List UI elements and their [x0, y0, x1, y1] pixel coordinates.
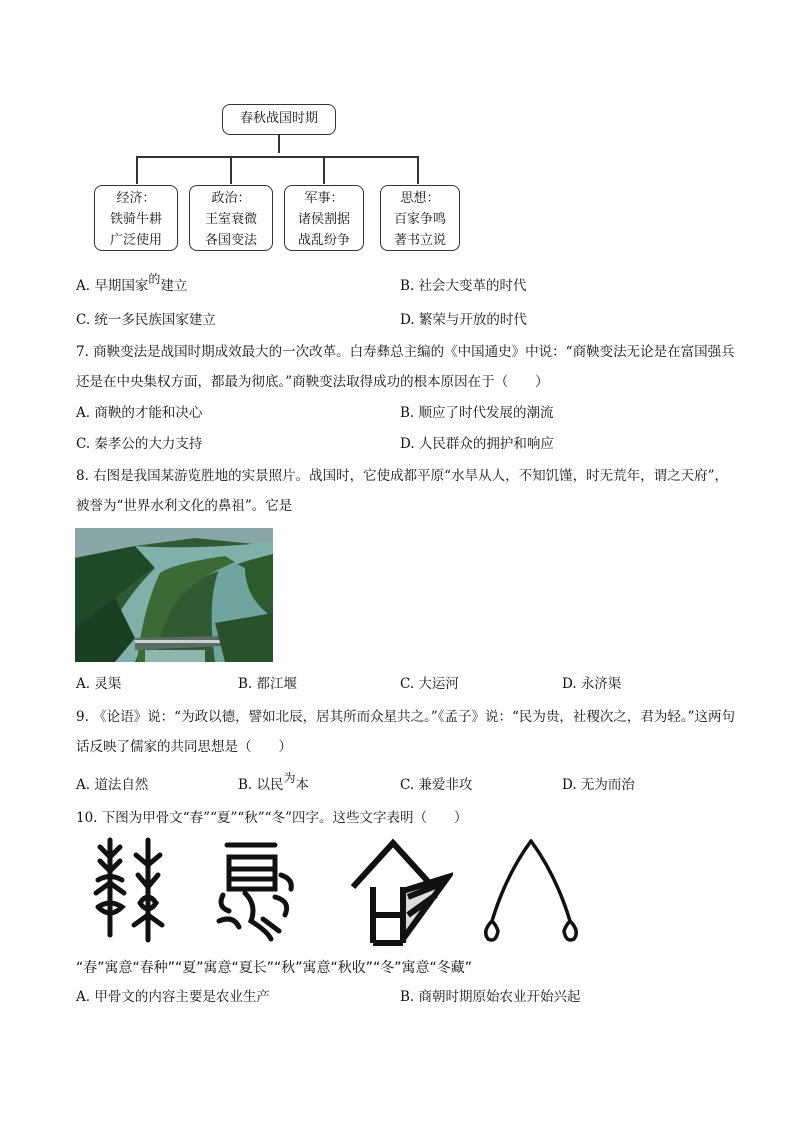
q6-option-a [76, 272, 188, 296]
q7-option-c: C. 秦孝公的大力支持 [76, 436, 203, 452]
q8-option-b: B. 都江堰 [238, 676, 298, 692]
branch-line: 军事： [304, 191, 344, 206]
option-text: 本 [295, 777, 310, 793]
q9-option-a: A. 道法自然 [76, 777, 149, 793]
q8-option-a: A. 灵渠 [76, 676, 122, 692]
branch-line: 政治： [211, 191, 251, 206]
branch-line: 王室衰微 [204, 212, 257, 227]
branch-line: 经济： [116, 191, 156, 206]
branch-line: 广泛使用 [109, 233, 162, 248]
q8-option-c: C. 大运河 [400, 676, 459, 692]
diagram-root-box [222, 104, 336, 135]
connector-line [136, 156, 138, 184]
branch-line: 著书立说 [393, 233, 446, 248]
option-text: 的 [148, 272, 161, 286]
q9-option-c: C. 兼爱非攻 [400, 777, 473, 793]
glyph-caption: “春”寓意“春种”“夏”寓意“夏长”“秋”寓意“秋收”“冬”寓意“冬藏” [76, 960, 473, 976]
q10-option-b: B. 商朝时期原始农业开始兴起 [400, 989, 581, 1005]
diagram-branch-economy [94, 185, 178, 251]
branch-line: 百家争鸣 [393, 212, 446, 227]
oracle-bone-autumn-glyph [348, 835, 453, 954]
q8-option-d: D. 永济渠 [562, 676, 622, 692]
branch-line: 诸侯割据 [297, 212, 350, 227]
q7-option-d: D. 人民群众的拥护和响应 [400, 436, 554, 452]
connector-line [136, 156, 418, 158]
q10-stem: 10. 下图为甲骨文“春”“夏”“秋”“冬”四字。这些文字表明（ ） [76, 810, 468, 826]
connector-line [230, 156, 232, 184]
option-text: A. 早期国家 [76, 278, 149, 294]
branch-line: 铁骑牛耕 [109, 212, 162, 227]
connector-line [278, 135, 280, 153]
q6-option-d: D. 繁荣与开放的时代 [400, 312, 527, 328]
branch-line: 战乱纷争 [297, 233, 350, 248]
q10-option-a: A. 甲骨文的内容主要是农业生产 [76, 989, 270, 1005]
q7-option-b: B. 顺应了时代发展的潮流 [400, 405, 554, 421]
q8-stem: 8. 右图是我国某游览胜地的实景照片。战国时，它使成都平原“水旱从人，不知饥馑，时无荒年，谓之天府”，被誉为“世界水利文化的鼻祖”。它是 [76, 468, 728, 514]
branch-line: 各国变法 [204, 233, 257, 248]
diagram-branch-thought [380, 185, 460, 251]
diagram-branch-military [284, 185, 364, 251]
oracle-bone-spring-glyph [90, 835, 170, 949]
river-landscape-image [75, 528, 273, 662]
q7-stem: 7. 商鞅变法是战国时期成效最大的一次改革。白寿彝总主编的《中国通史》中说：“商鞅变法无论是在富国强兵还是在中央集权方面，都最为彻底。”商鞅变法取得成功的根本原因在于（ ） [76, 344, 735, 390]
option-text: 为 [283, 771, 296, 785]
q9-option-b [238, 771, 310, 795]
q9-option-d: D. 无为而治 [562, 777, 635, 793]
q9-stem: 9. 《论语》说：“为政以德，譬如北辰，居其所而众星共之。”《孟子》说：“民为贵，社稷次之，君为轻。”这两句话反映了儒家的共同思想是（ ） [76, 709, 736, 755]
oracle-bone-winter-glyph [476, 835, 586, 949]
q6-option-b: B. 社会大变革的时代 [400, 278, 527, 294]
branch-line: 思想： [400, 191, 440, 206]
dujiangyan-photo [75, 528, 273, 662]
diagram-branch-politics [189, 185, 273, 251]
connector-line [417, 156, 419, 184]
q7-option-a: A. 商鞅的才能和决心 [76, 405, 203, 421]
option-text: 建立 [160, 278, 188, 294]
connector-line [323, 156, 325, 184]
q6-option-c: C. 统一多民族国家建立 [76, 312, 216, 328]
oracle-bone-summer-glyph [215, 835, 300, 949]
option-text: B. 以民 [238, 777, 284, 793]
diagram-root-label: 春秋战国时期 [239, 111, 318, 126]
